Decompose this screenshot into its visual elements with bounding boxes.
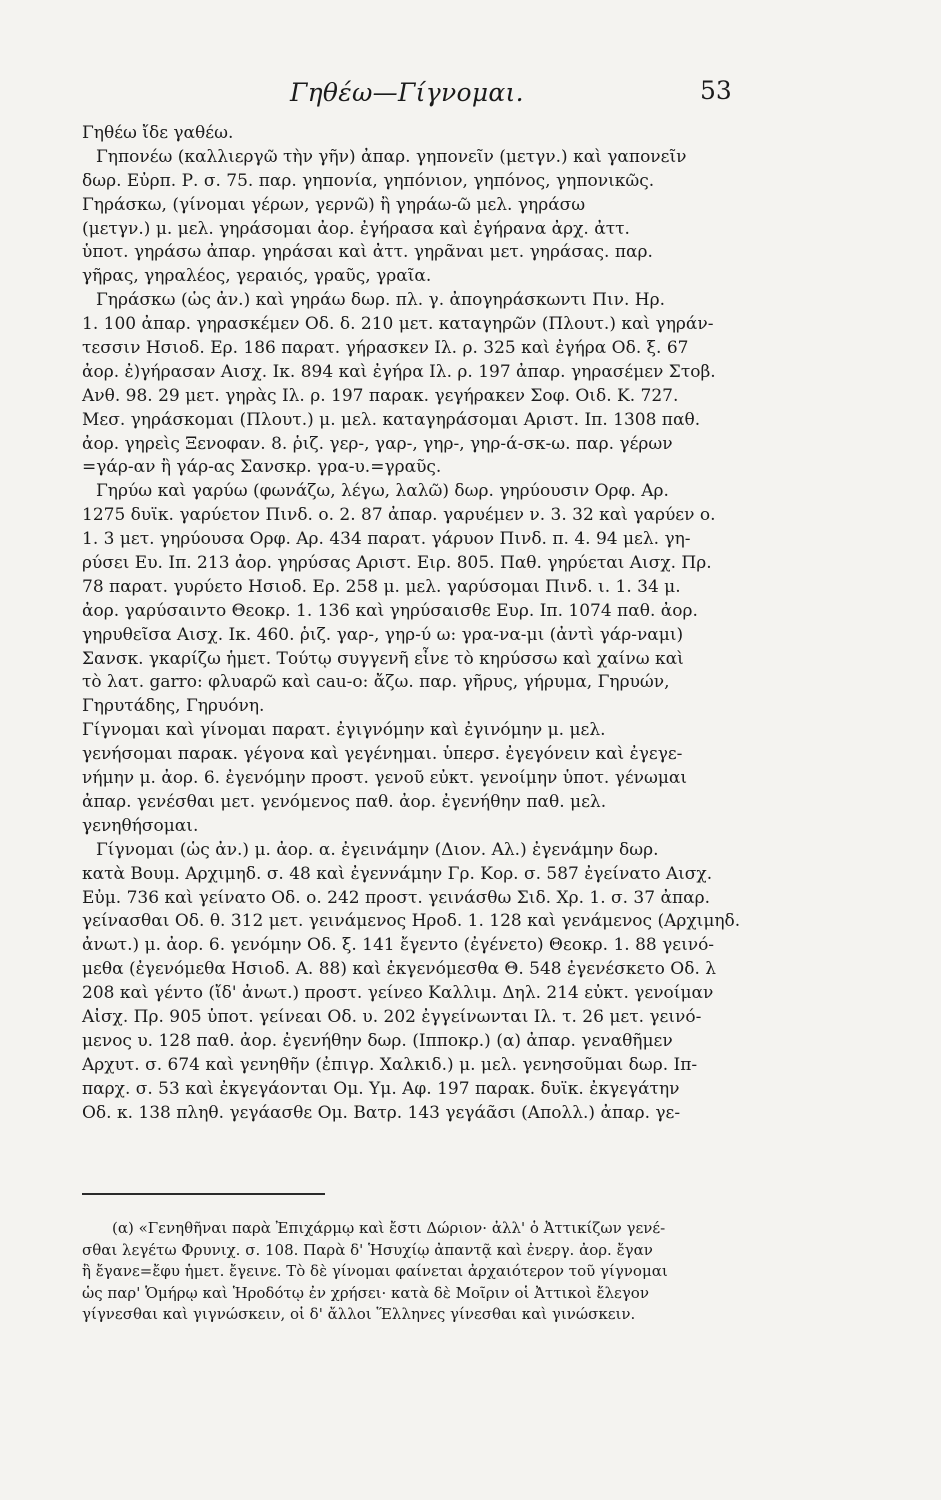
footnote-line: γίγνεσθαι καὶ γιγνώσκειν, οἱ δ' ἄλλοι Ἕλληνες γίνεσθαι καὶ γινώσκειν. xyxy=(82,1305,636,1324)
text-line: ἀπαρ. γενέσθαι μετ. γενόμενος παθ. ἀορ. ἐγενήθην παθ. μελ. xyxy=(82,791,607,812)
text-line: Γηπονέω (καλλιεργῶ τὴν γῆν) ἀπαρ. γηπονεῖν (μετγν.) καὶ γαπονεῖν xyxy=(96,146,687,167)
main-text xyxy=(82,122,772,1125)
text-line: Γηρυτάδης, Γηρυόνη. xyxy=(82,696,265,717)
text-line: γενηθήσομαι. xyxy=(82,815,199,836)
text-line: 1. 100 ἀπαρ. γηρασκέμεν Οδ. δ. 210 μετ. καταγηρῶν (Πλουτ.) καὶ γηράν- xyxy=(82,314,714,335)
text-line: ἀορ. γαρύσαιντο Θεοκρ. 1. 136 καὶ γηρύσαισθε Ευρ. Ιπ. 1074 παθ. ἀορ. xyxy=(82,600,698,621)
text-line: 1. 3 μετ. γηρύουσα Ορφ. Αρ. 434 παρατ. γάρυον Πινδ. π. 4. 94 μελ. γη- xyxy=(82,529,691,550)
text-line: Αἰσχ. Πρ. 905 ὑποτ. γείνεαι Οδ. υ. 202 ἐγγείνωνται Ιλ. τ. 26 μετ. γεινό- xyxy=(82,1006,702,1027)
text-line: γενήσομαι παρακ. γέγονα καὶ γεγένημαι. ὑπερσ. ἐγεγόνειν καὶ ἐγεγε- xyxy=(82,744,683,765)
text-line: ἀνωτ.) μ. ἀορ. 6. γενόμην Οδ. ξ. 141 ἔγεντο (ἐγένετο) Θεοκρ. 1. 88 γεινό- xyxy=(82,935,715,956)
text-line: κατὰ Βουμ. Αρχιμηδ. σ. 48 καὶ ἐγεννάμην Γρ. Κορ. σ. 587 ἐγείνατο Αισχ. xyxy=(82,863,713,884)
text-line: Μεσ. γηράσκομαι (Πλουτ.) μ. μελ. καταγηράσομαι Αριστ. Ιπ. 1308 παθ. xyxy=(82,409,701,430)
footnote-line: (α) «Γενηθῆναι παρὰ Ἐπιχάρμῳ καὶ ἔστι Δώριον· ἀλλ' ὁ Ἀττικίζων γενέ- xyxy=(112,1219,666,1237)
text-line: ἀορ. ἐ)γήρασαν Αισχ. Ικ. 894 καὶ ἐγήρα Ιλ. ρ. 197 ἀπαρ. γηρασέμεν Στοβ. xyxy=(82,361,716,382)
text-line: Γίγνομαι (ὡς ἀν.) μ. ἀορ. α. ἐγεινάμην (Διον. Αλ.) ἐγενάμην δωρ. xyxy=(96,839,659,860)
text-line: Οδ. κ. 138 πληθ. γεγάασθε Ομ. Βατρ. 143 γεγάᾶσι (Απολλ.) ἀπαρ. γε- xyxy=(82,1102,681,1123)
text-line: (μετγν.) μ. μελ. γηράσομαι ἀορ. ἐγήρασα καὶ ἐγήρανα ἀρχ. ἀττ. xyxy=(82,218,630,239)
text-line: 1275 δυϊκ. γαρύετον Πινδ. ο. 2. 87 ἀπαρ. γαρυέμεν ν. 3. 32 καὶ γαρύεν ο. xyxy=(82,505,716,526)
footnote-line: σθαι λεγέτω Φρυνιχ. σ. 108. Παρὰ δ' Ἡσυχίῳ ἀπαντᾷ καὶ ἐνεργ. ἀορ. ἔγαν xyxy=(82,1240,653,1259)
text-line: μεθα (ἐγενόμεθα Ησιοδ. Α. 88) καὶ ἐκγενόμεσθα Θ. 548 ἐγενέσκετο Οδ. λ xyxy=(82,959,717,980)
text-line: νήμην μ. ἀορ. 6. ἐγενόμην προστ. γενοῦ εὐκτ. γενοίμην ὑποτ. γένωμαι xyxy=(82,768,688,789)
text-line: Εὐμ. 736 καὶ γείνατο Οδ. ο. 242 προστ. γεινάσθω Σιδ. Χρ. 1. σ. 37 ἀπαρ. xyxy=(82,887,710,908)
running-head: Γηθέω—Γίγνομαι. xyxy=(290,78,524,107)
footnote-line: ἢ ἔγανε=ἔφυ ἡμετ. ἔγεινε. Τὸ δὲ γίνομαι φαίνεται ἀρχαιότερον τοῦ γίγνομαι xyxy=(82,1262,668,1281)
page-number: 53 xyxy=(700,76,732,105)
text-line: γείνασθαι Οδ. θ. 312 μετ. γεινάμενος Ηροδ. 1. 128 καὶ γενάμενος (Αρχιμηδ. xyxy=(82,911,741,932)
text-line: γῆρας, γηραλέος, γεραιός, γραῦς, γραῖα. xyxy=(82,266,432,287)
text-line: Γίγνομαι καὶ γίνομαι παρατ. ἐγιγνόμην καὶ ἐγινόμην μ. μελ. xyxy=(82,720,606,741)
text-line: δωρ. Εὐρπ. Ρ. σ. 75. παρ. γηπονία, γηπόνιον, γηπόνος, γηπονικῶς. xyxy=(82,170,655,191)
text-line: γηρυθεῖσα Αισχ. Ικ. 460. ῥιζ. γαρ-, γηρ-ύ ω: γρα-να-μι (ἀντὶ γάρ-ναμι) xyxy=(82,624,684,645)
text-line: Ανθ. 98. 29 μετ. γηρὰς Ιλ. ρ. 197 παρακ. γεγήρακεν Σοφ. Οιδ. Κ. 727. xyxy=(82,385,679,406)
footnote-line: ὡς παρ' Ὁμήρῳ καὶ Ἡροδότῳ ἐν χρήσει· κατὰ δὲ Μοῖριν οἱ Ἀττικοὶ ἔλεγον xyxy=(82,1283,649,1302)
text-line: Γηθέω ἴδε γαθέω. xyxy=(82,123,234,143)
footnotes xyxy=(82,1218,772,1326)
text-line: Γηρύω καὶ γαρύω (φωνάζω, λέγω, λαλῶ) δωρ. γηρύουσιν Ορφ. Αρ. xyxy=(96,481,669,502)
text-line: 78 παρατ. γυρύετο Ησιοδ. Ερ. 258 μ. μελ. γαρύσομαι Πινδ. ι. 1. 34 μ. xyxy=(82,576,681,597)
text-line: Γηράσκω, (γίνομαι γέρων, γερνῶ) ἢ γηράω-ῶ μελ. γηράσω xyxy=(82,194,586,215)
text-line: 208 καὶ γέντο (ἴδ' ἀνωτ.) προστ. γείνεο Καλλιμ. Δηλ. 214 εὐκτ. γενοίμαν xyxy=(82,983,714,1004)
text-line: παρχ. σ. 53 καὶ ἐκγεγάονται Ομ. Υμ. Αφ. 197 παρακ. δυϊκ. ἐκγεγάτην xyxy=(82,1078,680,1099)
text-line: Αρχυτ. σ. 674 καὶ γενηθῆν (ἐπιγρ. Χαλκιδ.) μ. μελ. γενησοῦμαι δωρ. Ιπ- xyxy=(82,1054,698,1075)
text-line: ἀορ. γηρεὶς Ξενοφαν. 8. ῥιζ. γερ-, γαρ-, γηρ-, γηρ-ά-σκ-ω. παρ. γέρων xyxy=(82,433,673,454)
text-line: τὸ λατ. garro: φλυαρῶ καὶ cau-o: ἄζω. παρ. γῆρυς, γήρυμα, Γηρυών, xyxy=(82,672,670,693)
footnote-divider xyxy=(82,1193,325,1195)
text-line: ρύσει Ευ. Ιπ. 213 ἀορ. γηρύσας Αριστ. Ειρ. 805. Παθ. γηρύεται Αισχ. Πρ. xyxy=(82,553,712,574)
text-line: Γηράσκω (ὡς ἀν.) καὶ γηράω δωρ. πλ. γ. ἀπογηράσκωντι Πιν. Ηρ. xyxy=(96,290,665,311)
text-line: =γάρ-αν ἢ γάρ-ας Σανσκρ. γρα-υ.=γραῦς. xyxy=(82,457,442,478)
page-header xyxy=(0,78,941,118)
text-line: μενος υ. 128 παθ. ἀορ. ἐγενήθην δωρ. (Ιπποκρ.) (α) ἀπαρ. γεναθῆμεν xyxy=(82,1030,673,1051)
text-line: Σανσκ. γκαρίζω ἡμετ. Τούτῳ συγγενῆ εἶνε τὸ κηρύσσω καὶ χαίνω καὶ xyxy=(82,648,684,669)
text-line: τεσσιν Ησιοδ. Ερ. 186 παρατ. γήρασκεν Ιλ. ρ. 325 καὶ ἐγήρα Οδ. ξ. 67 xyxy=(82,338,689,359)
text-line: ὑποτ. γηράσω ἀπαρ. γηράσαι καὶ ἀττ. γηρᾶναι μετ. γηράσας. παρ. xyxy=(82,242,653,263)
